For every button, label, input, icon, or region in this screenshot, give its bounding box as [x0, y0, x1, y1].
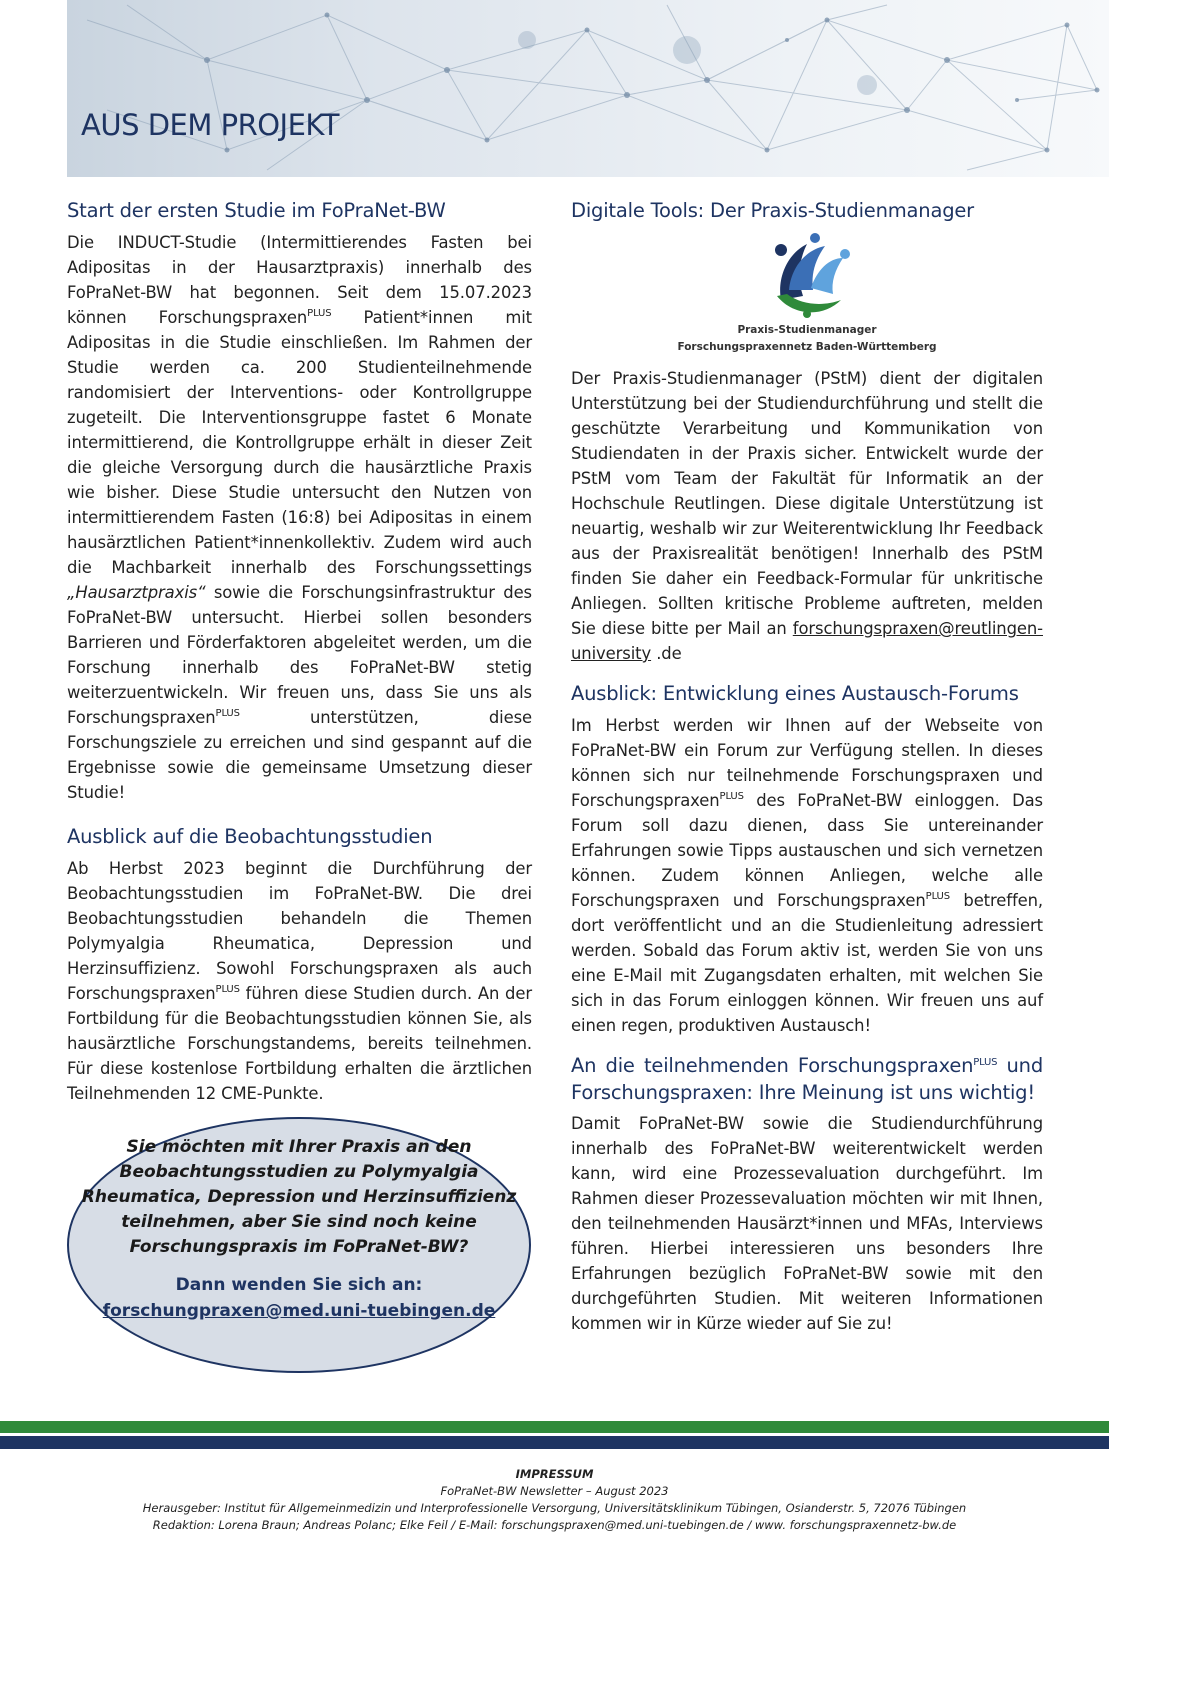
left-column	[67, 197, 532, 1120]
page-title: AUS DEM PROJEKT	[81, 108, 339, 142]
logo-caption-1: Praxis-Studienmanager	[737, 324, 877, 336]
reutlingen-email-link[interactable]: forschungspraxen@reutlingen-university	[571, 619, 1043, 663]
callout-email-link[interactable]: forschungpraxen@med.uni-tuebingen.de	[102, 1301, 496, 1321]
right-column	[571, 197, 1043, 1350]
first-study-paragraph: Die INDUCT-Studie (Intermittierendes Fasten bei Adipositas in der Hausarztpraxis) innerhalb des FoPraNet-BW hat begonnen. Seit dem 15.07.2023 können Forschungspraxen$^{PLUS}$ Patient*innen mit Adipositas in die Studie einschließen. Im Rahmen der Studie werden ca. 200 Studienteilnehmende randomisiert der Interventions- oder Kontrollgruppe zugeteilt. Die Interventionsgruppe fastet 6 Monate intermittierend, die Kontrollgruppe erhält in dieser Zeit die gleiche Versorgung durch die hausärztliche Praxis wie bisher. Diese Studie untersucht den Nutzen von intermittierendem Fasten (16:8) bei Adipositas in einem hausärztlichen Patient*innenkollektiv. Zudem wird auch die Machbarkeit innerhalb des Forschungssettings „Hausarztpraxis“ sowie die Forschungsinfrastruktur des FoPraNet-BW untersucht. Hierbei sollen besonders Barrieren und Förderfaktoren abgeleitet werden, um die Forschung innerhalb des FoPraNet-BW stetig weiterzuentwickeln. Wir freuen uns, dass Sie uns als Forschungspraxen$^{PLUS}$ unterstützen, diese Forschungsziele zu erreichen und sind gespannt auf die Ergebnisse sowie die gemeinsame Umsetzung dieser Studie!	[67, 233, 532, 802]
praxis-studienmanager-logo	[571, 230, 1043, 356]
footer-green-stripe	[0, 1421, 1109, 1433]
network-banner-image	[67, 0, 1109, 177]
contact-callout	[67, 1117, 531, 1373]
callout-contact	[69, 1272, 529, 1324]
section-heading-forum: Ausblick: Entwicklung eines Austausch-Forums	[571, 682, 1019, 705]
callout-contact-label: Dann wenden Sie sich an:	[175, 1275, 423, 1295]
section-heading-observational-studies: Ausblick auf die Beobachtungsstudien	[67, 825, 433, 848]
impressum-line-2: Herausgeber: Institut für Allgemeinmedizin und Interprofessionelle Versorgung, Universitätsklinikum Tübingen, Osianderstr. 5, 72076 Tübingen	[142, 1501, 967, 1515]
section-heading-feedback: An die teilnehmenden Forschungspraxen$^{PLUS}$ und Forschungspraxen: Ihre Meinung ist uns wichtig!	[571, 1054, 1043, 1104]
observational-studies-paragraph: Ab Herbst 2023 beginnt die Durchführung der Beobachtungsstudien im FoPraNet-BW. Die drei Beobachtungsstudien behandeln die Themen Polymyalgia Rheumatica, Depression und Herzinsuffizienz. Sowohl Forschungspraxen als auch Forschungspraxen$^{PLUS}$ führen diese Studien durch. An der Fortbildung für die Beobachtungsstudien können Sie, als hausärztliche Forschungstandems, bereits teilnehmen. Für diese kostenlose Fortbildung erhalten die ärztlichen Teilnehmenden 12 CME-Punkte.	[67, 859, 532, 1103]
feedback-paragraph: Damit FoPraNet-BW sowie die Studiendurchführung innerhalb des FoPraNet-BW weiterentwickelt werden kann, wird eine Prozessevaluation durchgeführt. Im Rahmen dieser Prozessevaluation möchten wir mit Ihnen, den teilnehmenden Hausärzt*innen und MFAs, Interviews führen. Hierbei interessieren uns besonders Ihre Erfahrungen bezüglich FoPraNet-BW sowie mit den durchgeführten Studien. Mit weiteren Informationen kommen wir in Kürze wieder auf Sie zu!	[571, 1114, 1043, 1333]
section-heading-first-study: Start der ersten Studie im FoPraNet-BW	[67, 199, 446, 222]
impressum-title: IMPRESSUM	[515, 1467, 594, 1481]
footer-blue-stripe	[0, 1436, 1109, 1449]
impressum-line-3: Redaktion: Lorena Braun; Andreas Polanc; Elke Feil / E-Mail: forschungspraxen@med.uni-tuebingen.de / www. forschungspraxennetz-bw.de	[152, 1518, 957, 1532]
impressum-footer	[0, 1466, 1109, 1534]
logo-caption-2: Forschungspraxennetz Baden-Württemberg	[677, 341, 937, 353]
impressum-line-1: FoPraNet-BW Newsletter – August 2023	[440, 1484, 669, 1498]
forum-paragraph: Im Herbst werden wir Ihnen auf der Webseite von FoPraNet-BW ein Forum zur Verfügung stellen. In dieses können sich nur teilnehmende Forschungspraxen und Forschungspraxen$^{PLUS}$ des FoPraNet-BW einloggen. Das Forum soll dazu dienen, dass Sie untereinander Erfahrungen sowie Tipps austauschen und sich vernetzen können. Zudem können Anliegen, welche alle Forschungspraxen und Forschungspraxen$^{PLUS}$ betreffen, dort veröffentlicht und an die Studienleitung adressiert werden. Sobald das Forum aktiv ist, werden Sie von uns eine E-Mail mit Zugangsdaten erhalten, mit welchen Sie sich in das Forum einloggen können. Wir freuen uns auf einen regen, produktiven Austausch!	[571, 716, 1043, 1035]
logo-icon	[759, 230, 855, 322]
header-banner	[67, 0, 1109, 177]
digital-tools-paragraph: Der Praxis-Studienmanager (PStM) dient der digitalen Unterstützung bei der Studiendurchführung und stellt die geschützte Verarbeitung und Kommunikation von Studiendaten in der Praxis sicher. Entwickelt wurde der PStM vom Team der Fakultät für Informatik an der Hochschule Reutlingen. Diese digitale Unterstützung ist neuartig, weshalb wir zur Weiterentwicklung Ihr Feedback aus der Praxisrealität benötigen! Innerhalb des PStM finden Sie daher ein Feedback-Formular für unkritische Anliegen. Sollten kritische Probleme auftreten, melden Sie diese bitte per Mail an forschungspraxen@reutlingen-university .de	[571, 369, 1043, 663]
section-heading-digital-tools: Digitale Tools: Der Praxis-Studienmanager	[571, 199, 974, 222]
callout-question: Sie möchten mit Ihrer Praxis an den Beobachtungsstudien zu Polymyalgia Rheumatica, Depression und Herzinsuffizienz teilnehmen, aber Sie sind noch keine Forschungspraxis im FoPraNet-BW?	[81, 1137, 517, 1257]
